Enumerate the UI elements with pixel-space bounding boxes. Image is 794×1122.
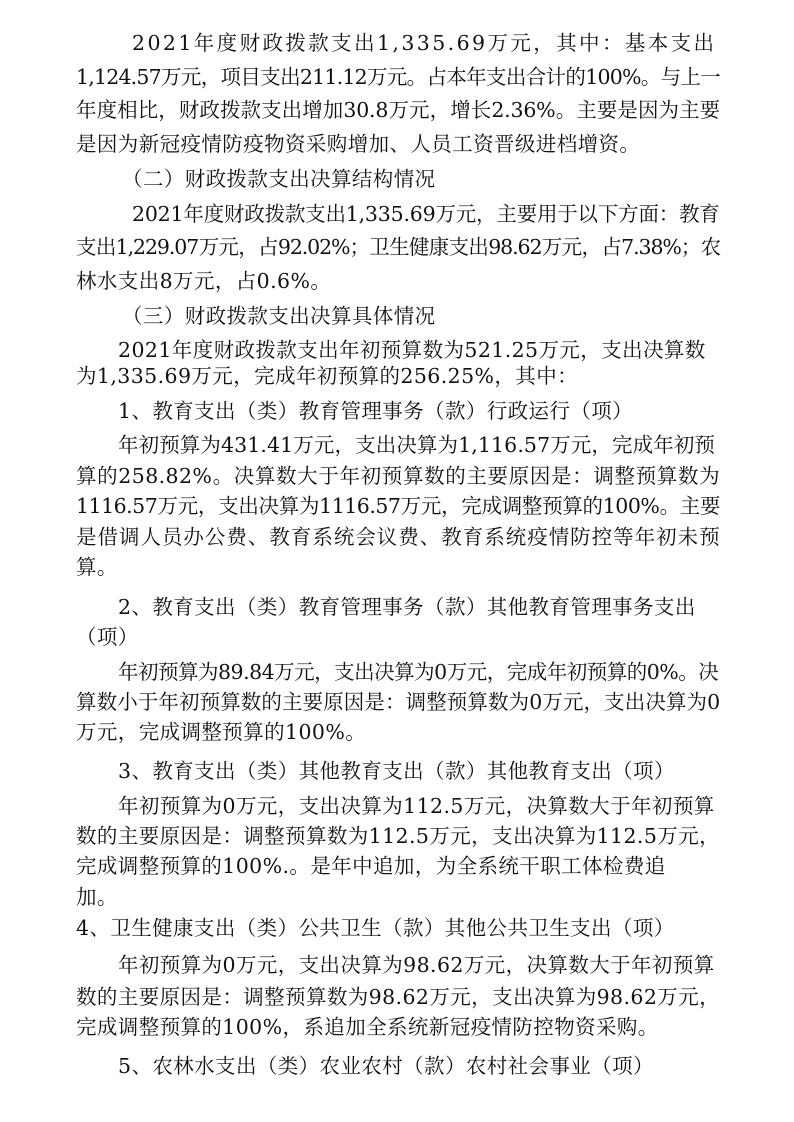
- text-line: 2021年度财政拨款支出年初预算数为521.25万元，支出决算数: [118, 338, 706, 362]
- text-line: 1,124.57万元，项目支出211.12万元。占本年支出合计的100%。与上一: [76, 65, 720, 89]
- text-line: 年初预算为89.84万元，支出决算为0万元，完成年初预算的0%。决: [118, 660, 719, 684]
- text-line: 2021年度财政拨款支出1,335.69万元，主要用于以下方面：教育: [132, 202, 720, 226]
- section2-heading: （二）财政拨款支出决算结构情况: [122, 167, 436, 191]
- text-line: 年初预算为431.41万元，支出决算为1,116.57万元，完成年初预: [118, 433, 716, 457]
- text-line: 支出1,229.07万元，占92.02%；卫生健康支出98.62万元，占7.38%；农: [76, 235, 720, 259]
- text-line: 加。: [76, 885, 118, 909]
- text-line: 2、教育支出（类）教育管理事务（款）其他教育管理事务支出: [118, 595, 696, 619]
- text-line: 1116.57万元，支出决算为1116.57万元，完成调整预算的100%。主要: [76, 494, 720, 518]
- text-line: 林水支出8万元，占0.6%。: [76, 269, 332, 293]
- text-line: 是因为新冠疫情防疫物资采购增加、人员工资晋级进档增资。: [76, 132, 641, 156]
- text-line: 年初预算为0万元，支出决算为112.5万元，决算数大于年初预算: [118, 794, 715, 818]
- text-line: 年初预算为0万元，支出决算为98.62万元，决算数大于年初预算: [118, 953, 715, 977]
- text-line: 算的258.82%。决算数大于年初预算数的主要原因是：调整预算数为: [76, 464, 720, 488]
- text-line: 万元，完成调整预算的100%。: [76, 720, 367, 744]
- text-line: （项）: [76, 625, 139, 649]
- item4-title: 4、卫生健康支出（类）公共卫生（款）其他公共卫生支出（项）: [76, 916, 675, 940]
- item1-title: 1、教育支出（类）教育管理事务（款）行政运行（项）: [118, 399, 634, 423]
- text-line: 算数小于年初预算数的主要原因是：调整预算数为0万元，支出决算为0: [76, 690, 721, 714]
- text-line: 数的主要原因是：调整预算数为98.62万元，支出决算为98.62万元，: [76, 985, 720, 1009]
- text-line: 为1,335.69万元，完成年初预算的256.25%，其中：: [76, 364, 578, 388]
- item3-title: 3、教育支出（类）其他教育支出（款）其他教育支出（项）: [118, 759, 675, 783]
- text-line: 算。: [76, 555, 118, 579]
- text-line: 完成调整预算的100%，系追加全系统新冠疫情防控物资采购。: [76, 1015, 659, 1039]
- item5-title: 5、农林水支出（类）农业农村（款）农村社会事业（项）: [118, 1054, 654, 1078]
- text-line: 年度相比，财政拨款支出增加30.8万元，增长2.36%。主要是因为主要: [76, 98, 720, 122]
- text-line: 数的主要原因是：调整预算数为112.5万元，支出决算为112.5万元，: [76, 824, 720, 848]
- text-line: 完成调整预算的100%.。是年中追加，为全系统干职工体检费追: [76, 854, 666, 878]
- text-line: 2021年度财政拨款支出1,335.69万元，其中：基本支出: [132, 31, 717, 55]
- text-line: 是借调人员办公费、教育系统会议费、教育系统疫情防控等年初未预: [76, 525, 720, 549]
- section3-heading: （三）财政拨款支出决算具体情况: [122, 304, 436, 328]
